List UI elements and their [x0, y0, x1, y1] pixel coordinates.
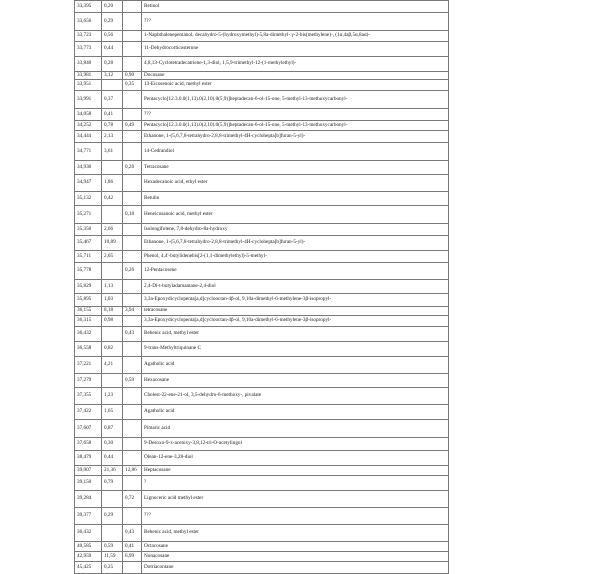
area-percent-a-cell: 3,61: [102, 143, 123, 161]
area-percent-a-cell: 1,86: [102, 175, 123, 192]
table-row: [75, 131, 449, 143]
retention-time-cell: 33,656: [75, 13, 102, 31]
compound-name-cell: Isolongifolene, 7,8-dehydro-8a-hydroxy: [142, 224, 449, 236]
retention-time-cell: 34,930: [75, 161, 102, 175]
compound-table: [74, 0, 449, 574]
retention-time-cell: 34,252: [75, 121, 102, 131]
table-row: [75, 91, 449, 109]
area-percent-b-cell: [123, 224, 142, 236]
table-row: [75, 206, 449, 224]
area-percent-a-cell: 4,21: [102, 357, 123, 374]
table-row: [75, 357, 449, 374]
table-row: [75, 451, 449, 466]
table-row: [75, 327, 449, 342]
table-row: [75, 13, 449, 31]
compound-name-cell: Agatholic acid: [142, 405, 449, 420]
table-row: [75, 280, 449, 294]
table-row: [75, 466, 449, 476]
retention-time-cell: 36,155: [75, 307, 102, 316]
table-row: [75, 42, 449, 57]
area-percent-a-cell: 3,12: [102, 72, 123, 80]
area-percent-a-cell: [102, 374, 123, 388]
area-percent-a-cell: 0,30: [102, 438, 123, 451]
area-percent-b-cell: [123, 236, 142, 251]
retention-time-cell: 37,355: [75, 388, 102, 405]
retention-time-cell: 34,444: [75, 131, 102, 143]
compound-name-cell: Behenic acid, methyl ester: [142, 327, 449, 342]
area-percent-b-cell: 0,59: [123, 374, 142, 388]
compound-name-cell: Behenic acid, methyl ester: [142, 525, 449, 542]
table-row: [75, 342, 449, 357]
table-row: [75, 236, 449, 251]
area-percent-b-cell: [123, 342, 142, 357]
area-percent-b-cell: 0,35: [123, 80, 142, 91]
compound-name-cell: 3,3a-Epoxydicyclopenta[a,d]cyclooctan-4β-ol, 9,10a-dimethyl-6-methylene-3β-isopropyl-: [142, 316, 449, 327]
area-percent-b-cell: [123, 175, 142, 192]
retention-time-cell: 37,607: [75, 420, 102, 438]
retention-time-cell: 36,432: [75, 327, 102, 342]
retention-time-cell: 35,271: [75, 206, 102, 224]
area-percent-a-cell: [102, 80, 123, 91]
compound-name-cell: 13-Eicosenoic acid, methyl ester: [142, 80, 449, 91]
table-row: [75, 263, 449, 280]
area-percent-b-cell: [123, 251, 142, 263]
retention-time-cell: 39,284: [75, 491, 102, 508]
area-percent-b-cell: [123, 562, 142, 574]
table-row: [75, 420, 449, 438]
area-percent-a-cell: 2,66: [102, 224, 123, 236]
area-percent-b-cell: 0,26: [123, 161, 142, 175]
compound-name-cell: ???: [142, 13, 449, 31]
table-row: [75, 508, 449, 525]
compound-name-cell: ?: [142, 476, 449, 491]
area-percent-b-cell: [123, 294, 142, 307]
table-row: [75, 143, 449, 161]
retention-time-cell: 38,479: [75, 451, 102, 466]
area-percent-a-cell: 0,44: [102, 451, 123, 466]
compound-name-cell: Octacosane: [142, 542, 449, 552]
area-percent-a-cell: 0,37: [102, 91, 123, 109]
area-percent-a-cell: 8,18: [102, 307, 123, 316]
table-row: [75, 294, 449, 307]
table-row: [75, 476, 449, 491]
retention-time-cell: 35,895: [75, 294, 102, 307]
area-percent-b-cell: 0,43: [123, 525, 142, 542]
compound-name-cell: Betulin: [142, 192, 449, 206]
area-percent-b-cell: [123, 57, 142, 72]
retention-time-cell: 35,467: [75, 236, 102, 251]
compound-name-cell: ???: [142, 508, 449, 525]
table-row: [75, 192, 449, 206]
retention-time-cell: 37,279: [75, 374, 102, 388]
table-row: [75, 109, 449, 121]
compound-name-cell: Heptacosane: [142, 466, 449, 476]
area-percent-b-cell: [123, 1, 142, 13]
compound-name-cell: 12-Pentacosene: [142, 263, 449, 280]
area-percent-b-cell: [123, 405, 142, 420]
area-percent-a-cell: [102, 525, 123, 542]
compound-name-cell: tetracosane: [142, 307, 449, 316]
table-row: [75, 72, 449, 80]
compound-name-cell: 4,8,13-Cyclotetradecatriene-1,3-diol, 1,5,9-trimethyl-12-(1-methylethyl)-: [142, 57, 449, 72]
retention-time-cell: 33,395: [75, 1, 102, 13]
area-percent-a-cell: 0,25: [102, 562, 123, 574]
area-percent-a-cell: 11,59: [102, 552, 123, 562]
compound-name-cell: Lignoceric acid methyl ester: [142, 491, 449, 508]
compound-name-cell: Ethanone, 1-(5,6,7,8-tetrahydro-2,8,8-trimethyl-4H-cyclohepta[b]furan-5-yl)-: [142, 131, 449, 143]
area-percent-a-cell: [102, 263, 123, 280]
area-percent-b-cell: [123, 357, 142, 374]
area-percent-b-cell: [123, 508, 142, 525]
compound-name-cell: Hexacosane: [142, 374, 449, 388]
area-percent-a-cell: 0,42: [102, 192, 123, 206]
compound-name-cell: 3,3a-Epoxydicyclopenta[a,d]cyclooctan-4β-ol, 9,10a-dimethyl-6-methylene-3β-isopropyl-: [142, 294, 449, 307]
retention-time-cell: 35,350: [75, 224, 102, 236]
table-row: [75, 175, 449, 192]
table-row: [75, 316, 449, 327]
area-percent-b-cell: 0,41: [123, 542, 142, 552]
compound-name-cell: Dotriacontane: [142, 562, 449, 574]
area-percent-b-cell: [123, 420, 142, 438]
area-percent-b-cell: [123, 143, 142, 161]
area-percent-b-cell: 3,94: [123, 307, 142, 316]
table-row: [75, 121, 449, 131]
retention-time-cell: 36,315: [75, 316, 102, 327]
area-percent-b-cell: [123, 451, 142, 466]
compound-name-cell: Retinol: [142, 1, 449, 13]
compound-name-cell: Heneicosanoic acid, methyl ester: [142, 206, 449, 224]
area-percent-b-cell: [123, 109, 142, 121]
table-row: [75, 552, 449, 562]
compound-name-cell: 9-Desoxo-9-x-acetoxy-3,8,12-tri-O-acetylingol: [142, 438, 449, 451]
retention-time-cell: 33,723: [75, 31, 102, 42]
table-row: [75, 31, 449, 42]
area-percent-b-cell: 0,90: [123, 72, 142, 80]
retention-time-cell: 39,007: [75, 466, 102, 476]
compound-name-cell: 1-Naphthalenepentanol, decahydro-5-(hydroxymethyl)-5,8a-dimethyl-.γ-2-bis(methylene)-, (1α,4aβ,5α,8aα)-: [142, 31, 449, 42]
area-percent-a-cell: 1,03: [102, 294, 123, 307]
retention-time-cell: 39,377: [75, 508, 102, 525]
compound-name-cell: Hexadecanoic acid, ethyl ester: [142, 175, 449, 192]
area-percent-a-cell: 0,56: [102, 31, 123, 42]
retention-time-cell: 36,558: [75, 342, 102, 357]
table-row: [75, 525, 449, 542]
retention-time-cell: 37,658: [75, 438, 102, 451]
retention-time-cell: 40,585: [75, 542, 102, 552]
area-percent-a-cell: 21,36: [102, 466, 123, 476]
retention-time-cell: 33,951: [75, 80, 102, 91]
compound-name-cell: 2,4-Di-t-butyladamantane-2,4-diol: [142, 280, 449, 294]
table-row: [75, 161, 449, 175]
area-percent-b-cell: [123, 13, 142, 31]
area-percent-a-cell: [102, 491, 123, 508]
area-percent-a-cell: 0,41: [102, 109, 123, 121]
table-row: [75, 542, 449, 552]
area-percent-b-cell: [123, 91, 142, 109]
area-percent-a-cell: 1,23: [102, 388, 123, 405]
table-row: [75, 251, 449, 263]
area-percent-a-cell: 0,82: [102, 342, 123, 357]
area-percent-a-cell: 0,44: [102, 42, 123, 57]
compound-name-cell: Pentacyclo[12.3.0.0(1,13).0(2,10).0(5,9)]heptadecan-6-ol-15-one, 5-methyl-13-methoxycarbonyl-: [142, 91, 449, 109]
compound-name-cell: Nonacosane: [142, 552, 449, 562]
area-percent-a-cell: 2,13: [102, 131, 123, 143]
area-percent-a-cell: 0,20: [102, 1, 123, 13]
retention-time-cell: 34,771: [75, 143, 102, 161]
area-percent-a-cell: 2,05: [102, 251, 123, 263]
area-percent-a-cell: 1,13: [102, 280, 123, 294]
table-row: [75, 374, 449, 388]
area-percent-b-cell: 12,86: [123, 466, 142, 476]
area-percent-b-cell: [123, 131, 142, 143]
compound-name-cell: Pentacyclo[12.3.0.0(1,13).0(2,10).0(5,9)]heptadecan-6-ol-15-one, 5-methyl-13-methoxycarbonyl-: [142, 121, 449, 131]
area-percent-b-cell: 0,43: [123, 327, 142, 342]
area-percent-a-cell: 0,87: [102, 420, 123, 438]
compound-name-cell: 11-Dehydrocorticosterone: [142, 42, 449, 57]
area-percent-b-cell: [123, 31, 142, 42]
compound-name-cell: Docosane: [142, 72, 449, 80]
area-percent-a-cell: 0,29: [102, 13, 123, 31]
retention-time-cell: 33,773: [75, 42, 102, 57]
retention-time-cell: 36,432: [75, 525, 102, 542]
retention-time-cell: 35,829: [75, 280, 102, 294]
retention-time-cell: 45,425: [75, 562, 102, 574]
area-percent-b-cell: 0,72: [123, 491, 142, 508]
area-percent-b-cell: 0,49: [123, 121, 142, 131]
retention-time-cell: 35,711: [75, 251, 102, 263]
compound-name-cell: Ethanone, 1-(5,6,7,8-tetrahydro-2,8,8-trimethyl-4H-cyclohepta[b]furan-5-yl)-: [142, 236, 449, 251]
retention-time-cell: 42,959: [75, 552, 102, 562]
table-row: [75, 405, 449, 420]
area-percent-a-cell: [102, 161, 123, 175]
compound-name-cell: Olean-12-ene-3,28-diol: [142, 451, 449, 466]
compound-name-cell: Cholest-22-ene-21-ol, 3,5-dehydro-6-methoxy-, pivalate: [142, 388, 449, 405]
compound-name-cell: ???: [142, 109, 449, 121]
area-percent-a-cell: 0,98: [102, 316, 123, 327]
area-percent-b-cell: 6,99: [123, 552, 142, 562]
compound-name-cell: Tetracosane: [142, 161, 449, 175]
area-percent-b-cell: 0,26: [123, 263, 142, 280]
area-percent-a-cell: 0,28: [102, 57, 123, 72]
retention-time-cell: 39,150: [75, 476, 102, 491]
compound-name-cell: 9-trans-Methyltriquinane C: [142, 342, 449, 357]
area-percent-b-cell: [123, 316, 142, 327]
table-row: [75, 562, 449, 574]
table-row: [75, 307, 449, 316]
retention-time-cell: 34,058: [75, 109, 102, 121]
area-percent-a-cell: [102, 206, 123, 224]
area-percent-a-cell: 1,65: [102, 405, 123, 420]
table-row: [75, 491, 449, 508]
area-percent-a-cell: 0,78: [102, 121, 123, 131]
area-percent-a-cell: 10,89: [102, 236, 123, 251]
table-row: [75, 388, 449, 405]
table-row: [75, 438, 449, 451]
area-percent-b-cell: [123, 280, 142, 294]
compound-name-cell: Agatholic acid: [142, 357, 449, 374]
retention-time-cell: 37,422: [75, 405, 102, 420]
retention-time-cell: 33,840: [75, 57, 102, 72]
area-percent-a-cell: [102, 327, 123, 342]
table-row: [75, 80, 449, 91]
area-percent-b-cell: [123, 192, 142, 206]
retention-time-cell: 35,132: [75, 192, 102, 206]
compound-name-cell: Phenol, 4,4'-butylidenebis[2-(1,1-dimethylethyl)-5-methyl-: [142, 251, 449, 263]
compound-table-body: [75, 1, 449, 574]
area-percent-b-cell: [123, 476, 142, 491]
area-percent-a-cell: 0,59: [102, 542, 123, 552]
retention-time-cell: 37,221: [75, 357, 102, 374]
retention-time-cell: 34,947: [75, 175, 102, 192]
area-percent-b-cell: [123, 388, 142, 405]
compound-name-cell: 14-Cedrandiol: [142, 143, 449, 161]
area-percent-a-cell: 0,29: [102, 508, 123, 525]
retention-time-cell: 33,981: [75, 72, 102, 80]
table-row: [75, 224, 449, 236]
table-row: [75, 57, 449, 72]
area-percent-b-cell: [123, 42, 142, 57]
area-percent-b-cell: [123, 438, 142, 451]
compound-name-cell: Pimaric acid: [142, 420, 449, 438]
area-percent-a-cell: 0,79: [102, 476, 123, 491]
retention-time-cell: 33,991: [75, 91, 102, 109]
area-percent-b-cell: 0,18: [123, 206, 142, 224]
retention-time-cell: 35,778: [75, 263, 102, 280]
table-row: [75, 1, 449, 13]
